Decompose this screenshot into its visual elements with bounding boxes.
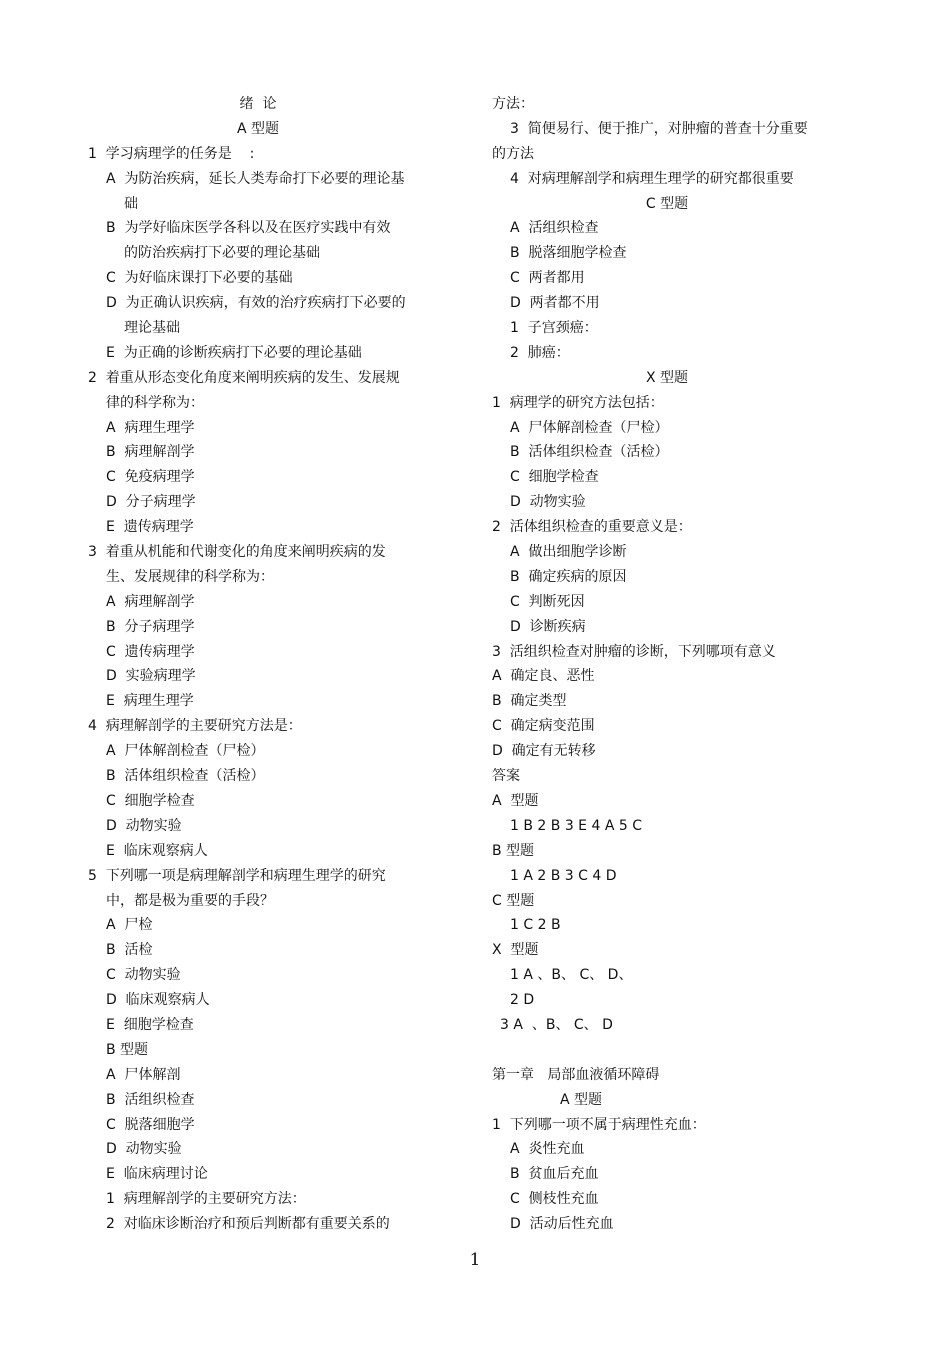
text-line: B 型题 [106,1041,149,1058]
text-line: 2 D [510,992,535,1009]
text-line: D 分子病理学 [106,494,196,511]
text-line: 3 A 、B、 C、 D [500,1016,613,1033]
text-line: E 临床观察病人 [106,842,208,859]
text-line: D 动物实验 [510,494,586,511]
spacer [492,1038,842,1063]
text-line: 4 对病理解剖学和病理生理学的研究都很重要 [510,170,794,187]
text-line: 1 病理学的研究方法包括： [492,394,664,411]
text-line: 1 病理解剖学的主要研究方法： [106,1191,306,1208]
text-line: B 活组织检查 [106,1091,195,1108]
text-line: 绪 论 [239,96,277,112]
text-line: 1 A 、B、 C、 D、 [510,967,633,984]
text-line: C 判断死因 [510,593,585,610]
text-line: C 免疫病理学 [106,469,195,486]
text-line: 1 A 2 B 3 C 4 D [510,867,617,884]
text-line: 方法： [492,96,534,112]
text-line: 1 下列哪一项不属于病理性充血： [492,1116,706,1133]
text-line: D 为正确认识疾病，有效的治疗疾病打下必要的 [106,295,406,312]
text-line: E 为正确的诊断疾病打下必要的理论基础 [106,344,362,361]
text-line: B 活体组织检查（活检） [510,444,669,461]
text-line: 1 学习病理学的任务是 : [88,145,255,162]
text-line: B 型题 [492,842,535,859]
text-line: A 病理生理学 [106,419,195,436]
text-line: A 尸体解剖 [106,1066,181,1083]
text-line: C 脱落细胞学 [106,1116,195,1133]
text-line: 础 [124,195,138,212]
text-line: 3 活组织检查对肿瘤的诊断，下列哪项有意义 [492,643,776,660]
text-line: D 实验病理学 [106,668,196,685]
text-line: 3 着重从机能和代谢变化的角度来阐明疾病的发 [88,544,386,561]
text-line: D 诊断疾病 [510,618,586,635]
text-line: B 活体组织检查（活检） [106,768,265,785]
text-line: D 动物实验 [106,1141,182,1158]
text-line: 3 简便易行、便于推广，对肿瘤的普查十分重要 [510,120,808,137]
text-line: 2 活体组织检查的重要意义是： [492,519,692,536]
text-line: 2 肺癌： [510,344,570,361]
text-line: C 细胞学检查 [510,469,599,486]
right-column [492,92,842,1237]
text-line: A 型题 [492,792,539,809]
text-line: B 确定类型 [492,693,567,710]
text-line: E 细胞学检查 [106,1016,194,1033]
text-line: 2 对临床诊断治疗和预后判断都有重要关系的 [106,1216,390,1233]
text-line: 的方法 [492,145,534,162]
text-line: A 确定良、恶性 [492,668,595,685]
text-line: 答案 [492,768,520,785]
text-line: 1 B 2 B 3 E 4 A 5 C [510,817,642,834]
text-line: A 病理解剖学 [106,593,195,610]
text-line: A 尸体解剖检查（尸检） [106,743,265,760]
text-line: E 遗传病理学 [106,519,194,536]
text-line: C 遗传病理学 [106,643,195,660]
text-line: D 动物实验 [106,817,182,834]
text-line: 理论基础 [124,320,180,337]
text-line: 1 C 2 B [510,917,561,934]
text-line: B 活检 [106,942,153,959]
text-line: E 临床病理讨论 [106,1166,208,1183]
text-line: B 贫血后充血 [510,1166,599,1183]
text-line: A 为防治疾病，延长人类寿命打下必要的理论基 [106,170,405,187]
text-line: 2 着重从形态变化角度来阐明疾病的发生、发展规 [88,369,400,386]
text-line: 的防治疾病打下必要的理论基础 [124,245,320,262]
text-line: A 尸检 [106,917,153,934]
text-line: D 临床观察病人 [106,992,210,1009]
text-line: 律的科学称为： [106,394,204,411]
text-line: B 为学好临床医学各科以及在医疗实践中有效 [106,220,391,237]
text-line: 第一章 局部血液循环障碍 [492,1066,660,1083]
text-line: C 细胞学检查 [106,792,195,809]
text-line: B 病理解剖学 [106,444,195,461]
text-line: A 做出细胞学诊断 [510,544,627,561]
text-line: C 侧枝性充血 [510,1191,599,1208]
text-line: A 尸体解剖检查（尸检） [510,419,669,436]
text-line: C 为好临床课打下必要的基础 [106,270,293,287]
text-line: C 型题 [492,892,535,909]
text-line: 1 子宫颈癌： [510,320,598,337]
text-line: 4 病理解剖学的主要研究方法是： [88,718,302,735]
page-number: 1 [469,1250,481,1270]
text-line: X 型题 [492,942,539,959]
text-line: A 活组织检查 [510,220,599,237]
text-line: B 确定疾病的原因 [510,568,627,585]
text-line: C 两者都用 [510,270,585,287]
text-line: C 型题 [645,195,689,212]
text-line: X 型题 [645,369,689,386]
text-line: B 脱落细胞学检查 [510,245,627,262]
text-line: D 确定有无转移 [492,743,596,760]
text-line: A 型题 [560,1091,603,1108]
text-line: E 病理生理学 [106,693,194,710]
text-line: 5 下列哪一项是病理解剖学和病理生理学的研究 [88,867,386,884]
text-line: C 动物实验 [106,967,181,984]
text-line: 中，都是极为重要的手段？ [106,892,274,909]
text-line: 生、发展规律的科学称为： [106,568,274,585]
text-line: A 型题 [236,120,280,137]
left-column [88,92,428,1237]
text-line: B 分子病理学 [106,618,195,635]
text-line: A 炎性充血 [510,1141,585,1158]
text-line: D 活动后性充血 [510,1216,614,1233]
text-line: C 确定病变范围 [492,718,595,735]
text-line: D 两者都不用 [510,295,600,312]
